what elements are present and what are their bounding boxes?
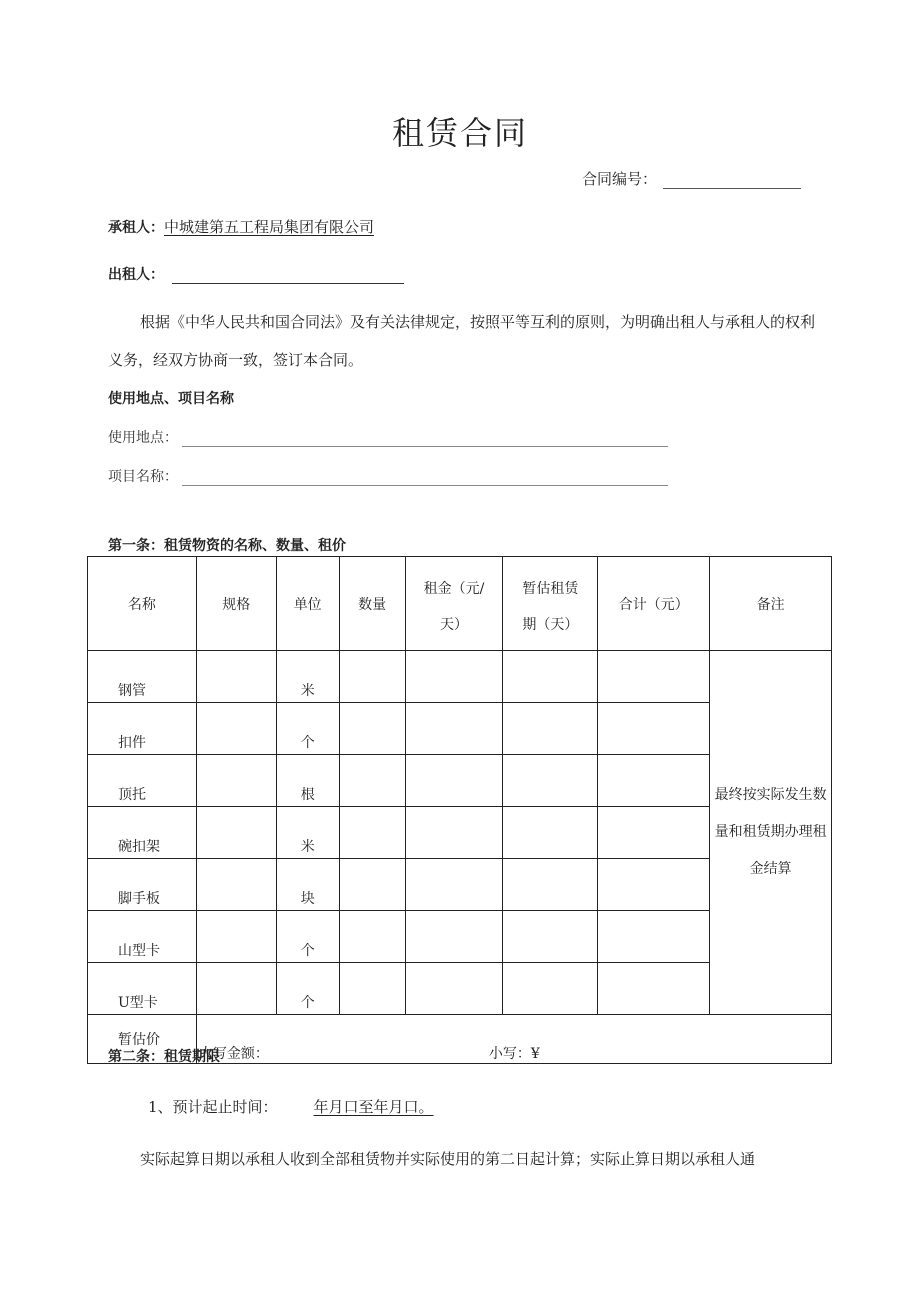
item-name: 扣件 (88, 703, 197, 755)
table-row (88, 651, 832, 703)
location-field (108, 427, 668, 447)
header-total: 合计（元） (598, 557, 710, 651)
item-unit: 个 (276, 911, 339, 963)
item-unit: 个 (276, 963, 339, 1015)
item-name: 碗扣架 (88, 807, 197, 859)
item-unit: 米 (276, 807, 339, 859)
total-amount-cell (196, 1015, 831, 1064)
item1-value: 年月口至年月口。 (313, 1098, 434, 1116)
header-remark: 备注 (710, 557, 832, 651)
contract-number (582, 168, 801, 189)
article2-title: 第二条：租赁期限 (108, 1049, 220, 1065)
item-name: 钢管 (88, 651, 197, 703)
item1-line (148, 1096, 434, 1117)
item-name: U型卡 (88, 963, 197, 1015)
header-period (503, 557, 598, 651)
item-unit: 个 (276, 703, 339, 755)
lessee-line (108, 216, 374, 237)
document-title: 租赁合同 (391, 114, 528, 152)
item-quantity-cell (339, 651, 405, 703)
header-rent-line-2: 天） (439, 616, 468, 633)
header-period-line-1: 暂估租赁 (522, 580, 579, 597)
project-field (108, 466, 668, 486)
item-rent-cell (405, 651, 503, 703)
project-label: 项目名称： (108, 469, 178, 485)
total-upper-label: 大写金额： (198, 1046, 269, 1062)
item-name: 顶托 (88, 755, 197, 807)
lessee-value: 中城建第五工程局集团有限公司 (164, 218, 375, 236)
header-quantity: 数量 (339, 557, 405, 651)
contract-number-label: 合同编号： (582, 170, 658, 188)
actual-date-paragraph: 实际起算日期以承租人收到全部租赁物并实际使用的第二日起计算；实际止算日期以承租人通 (140, 1150, 756, 1168)
total-label: 暂估价 (88, 1015, 197, 1064)
lessor-label: 出租人： (108, 267, 164, 283)
lessor-line (108, 264, 404, 284)
location-label: 使用地点： (108, 430, 178, 446)
header-period-line-2: 期（天） (522, 616, 579, 633)
item-spec-cell (196, 651, 276, 703)
header-unit: 单位 (276, 557, 339, 651)
item-unit: 米 (276, 651, 339, 703)
lessee-label: 承租人： (108, 220, 164, 236)
item-name: 山型卡 (88, 911, 197, 963)
item-period-cell (503, 651, 598, 703)
contract-number-blank (663, 172, 801, 189)
project-blank (182, 471, 668, 486)
item-unit: 块 (276, 859, 339, 911)
item1-label: 1、预计起止时间： (148, 1098, 278, 1116)
item-name: 脚手板 (88, 859, 197, 911)
rental-table (87, 556, 832, 1064)
item-total-cell (598, 651, 710, 703)
table-header-row (88, 557, 832, 651)
intro-paragraph (108, 303, 828, 379)
header-rent (405, 557, 503, 651)
section-location-title: 使用地点、项目名称 (108, 391, 234, 407)
item-unit: 根 (276, 755, 339, 807)
location-blank (182, 432, 668, 447)
lessor-blank (172, 269, 404, 284)
remark-note: 最终按实际发生数量和租赁期办理租金结算 (710, 651, 832, 1015)
header-spec: 规格 (196, 557, 276, 651)
intro-text: 根据《中华人民共和国合同法》及有关法律规定，按照平等互利的原则，为明确出租人与承租人的权利义务，经双方协商一致，签订本合同。 (108, 313, 816, 369)
header-rent-line-1: 租金（元/ (423, 580, 485, 597)
header-name: 名称 (88, 557, 197, 651)
article1-title: 第一条：租赁物资的名称、数量、租价 (108, 538, 346, 554)
total-lower-label: 小写：¥ (488, 1046, 540, 1062)
